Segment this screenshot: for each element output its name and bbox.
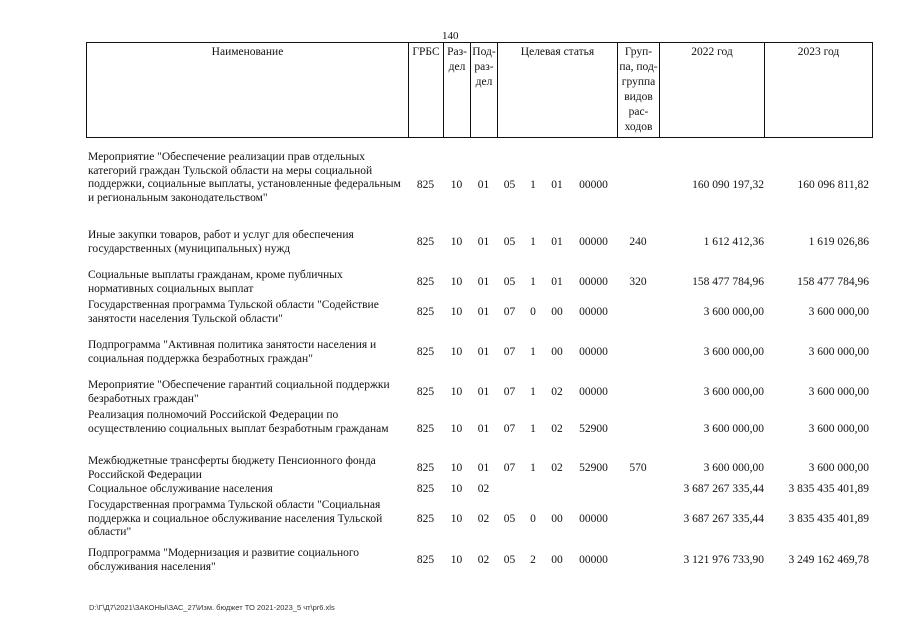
- row-amount-2023: 3 600 000,00: [808, 423, 869, 435]
- row-grbs: 825: [416, 483, 435, 495]
- table-row: [86, 299, 872, 327]
- row-expense-type: 240: [629, 236, 647, 248]
- row-target-subprogram: 1: [530, 179, 536, 191]
- row-target-program: 05: [503, 554, 516, 566]
- row-grbs: 825: [416, 462, 435, 474]
- row-grbs: 825: [416, 346, 435, 358]
- row-podrazdel: 01: [477, 386, 490, 398]
- row-razdel: 10: [450, 462, 463, 474]
- row-target-event: 00: [551, 513, 563, 525]
- header-group: Груп- па, под- группа видов рас- ходов: [618, 43, 660, 138]
- table-row: [86, 455, 872, 483]
- row-amount-2023: 3 600 000,00: [808, 462, 869, 474]
- row-expense-type: 570: [629, 462, 647, 474]
- header-grbs: ГРБС: [409, 43, 444, 138]
- row-grbs: 825: [416, 236, 435, 248]
- row-target-subprogram: 1: [530, 276, 536, 288]
- row-target-program: 07: [503, 386, 516, 398]
- row-amount-2023: 3 249 162 469,78: [788, 554, 869, 566]
- row-target-direction: 52900: [579, 462, 608, 474]
- row-podrazdel: 02: [477, 483, 490, 495]
- row-name: Социальные выплаты гражданам, кроме публичных нормативных социальных выплат: [88, 269, 343, 295]
- row-target-program: 07: [503, 306, 516, 318]
- row-target-direction: 00000: [579, 513, 608, 525]
- row-target-subprogram: 0: [530, 513, 536, 525]
- row-target-subprogram: 0: [530, 306, 536, 318]
- row-target-direction: 52900: [579, 423, 608, 435]
- row-podrazdel: 02: [477, 513, 490, 525]
- row-expense-type: 320: [629, 276, 647, 288]
- row-grbs: 825: [416, 276, 435, 288]
- row-amount-2023: 3 600 000,00: [808, 346, 869, 358]
- row-target-event: 00: [551, 554, 563, 566]
- header-2023: 2023 год: [765, 43, 873, 138]
- row-name: Межбюджетные трансферты бюджету Пенсионного фонда Российской Федерации: [88, 455, 376, 481]
- row-target-event: 01: [551, 179, 563, 191]
- row-target-program: 07: [503, 346, 516, 358]
- row-target-subprogram: 1: [530, 462, 536, 474]
- row-amount-2022: 1 612 412,36: [703, 236, 764, 248]
- row-target-event: 00: [551, 346, 563, 358]
- file-path-footer: D:\Г\Д7\2021\ЗАКОНЫ\ЗАС_27\Изм. бюджет ТО 2021-2023_5 чт\pr6.xls: [89, 603, 335, 612]
- table-row: [86, 409, 872, 451]
- row-razdel: 10: [450, 236, 463, 248]
- row-target-event: 01: [551, 276, 563, 288]
- table-row: [86, 379, 872, 407]
- row-podrazdel: 01: [477, 346, 490, 358]
- row-amount-2022: 3 687 267 335,44: [683, 483, 764, 495]
- row-target-program: 05: [503, 179, 516, 191]
- row-amount-2023: 160 096 811,82: [797, 179, 869, 191]
- row-podrazdel: 01: [477, 462, 490, 474]
- row-target-direction: 00000: [579, 386, 608, 398]
- table-row: [86, 229, 872, 257]
- table-row: [86, 269, 872, 297]
- row-target-subprogram: 1: [530, 236, 536, 248]
- row-target-event: 01: [551, 236, 563, 248]
- row-podrazdel: 01: [477, 423, 490, 435]
- row-name: Подпрограмма "Модернизация и развитие социального обслуживания населения": [88, 547, 360, 573]
- header-name: Наименование: [87, 43, 409, 138]
- row-razdel: 10: [450, 513, 463, 525]
- header-target: Целевая статья: [498, 43, 618, 138]
- row-target-direction: 00000: [579, 179, 608, 191]
- row-target-program: 05: [503, 276, 516, 288]
- header-podrazdel: Под- раз- дел: [471, 43, 498, 138]
- row-amount-2022: 3 687 267 335,44: [683, 513, 764, 525]
- row-target-subprogram: 2: [530, 554, 536, 566]
- row-target-subprogram: 1: [530, 423, 536, 435]
- row-target-event: 00: [551, 306, 563, 318]
- row-razdel: 10: [450, 386, 463, 398]
- row-razdel: 10: [450, 179, 463, 191]
- row-name: Мероприятие "Обеспечение реализации прав отдельных категорий граждан Тульской области на меры социальной поддержки, социальные выплаты, установленные федеральным и региональным законодательством": [88, 151, 401, 204]
- row-amount-2022: 160 090 197,32: [692, 179, 764, 191]
- row-amount-2023: 3 835 435 401,89: [788, 513, 869, 525]
- row-target-subprogram: 1: [530, 386, 536, 398]
- row-name: Реализация полномочий Российской Федерации по осуществлению социальных выплат безработным гражданам: [88, 409, 389, 435]
- budget-table: [86, 42, 872, 573]
- row-grbs: 825: [416, 423, 435, 435]
- row-grbs: 825: [416, 554, 435, 566]
- row-target-program: 07: [503, 423, 516, 435]
- row-target-program: 05: [503, 236, 516, 248]
- row-name: Социальное обслуживание населения: [88, 483, 273, 495]
- row-grbs: 825: [416, 386, 435, 398]
- row-amount-2022: 3 600 000,00: [703, 306, 764, 318]
- table-row: [86, 483, 872, 497]
- row-razdel: 10: [450, 306, 463, 318]
- row-amount-2022: 3 600 000,00: [703, 386, 764, 398]
- row-target-direction: 00000: [579, 306, 608, 318]
- row-target-direction: 00000: [579, 554, 608, 566]
- row-target-program: 07: [503, 462, 516, 474]
- row-target-direction: 00000: [579, 276, 608, 288]
- row-amount-2022: 158 477 784,96: [692, 276, 764, 288]
- row-grbs: 825: [416, 306, 435, 318]
- table-row: [86, 499, 872, 541]
- row-podrazdel: 02: [477, 554, 490, 566]
- row-target-direction: 00000: [579, 236, 608, 248]
- row-target-event: 02: [551, 423, 563, 435]
- header-razdel: Раз- дел: [444, 43, 471, 138]
- row-name: Иные закупки товаров, работ и услуг для обеспечения государственных (муниципальных) нужд: [88, 229, 354, 255]
- row-razdel: 10: [450, 483, 463, 495]
- row-name: Государственная программа Тульской области "Содействие занятости населения Тульской области": [88, 299, 379, 325]
- row-podrazdel: 01: [477, 236, 490, 248]
- row-razdel: 10: [450, 554, 463, 566]
- row-name: Государственная программа Тульской области "Социальная поддержка и социальное обслуживание населения Тульской области": [88, 499, 383, 538]
- table-row: [86, 547, 872, 575]
- row-name: Мероприятие "Обеспечение гарантий социальной поддержки безработных граждан": [88, 379, 390, 405]
- row-target-event: 02: [551, 386, 563, 398]
- row-amount-2022: 3 600 000,00: [703, 346, 764, 358]
- row-grbs: 825: [416, 513, 435, 525]
- row-target-program: 05: [503, 513, 516, 525]
- table-row: [86, 339, 872, 367]
- row-amount-2023: 3 835 435 401,89: [788, 483, 869, 495]
- row-razdel: 10: [450, 276, 463, 288]
- row-target-subprogram: 1: [530, 346, 536, 358]
- row-podrazdel: 01: [477, 276, 490, 288]
- row-target-event: 02: [551, 462, 563, 474]
- table-header: [86, 42, 873, 138]
- row-amount-2022: 3 121 976 733,90: [683, 554, 764, 566]
- row-razdel: 10: [450, 423, 463, 435]
- row-amount-2023: 3 600 000,00: [808, 386, 869, 398]
- row-amount-2022: 3 600 000,00: [703, 462, 764, 474]
- row-amount-2023: 158 477 784,96: [797, 276, 869, 288]
- row-razdel: 10: [450, 346, 463, 358]
- row-podrazdel: 01: [477, 306, 490, 318]
- row-target-direction: 00000: [579, 346, 608, 358]
- row-amount-2023: 3 600 000,00: [808, 306, 869, 318]
- header-2022: 2022 год: [660, 43, 765, 138]
- row-amount-2023: 1 619 026,86: [808, 236, 869, 248]
- row-amount-2022: 3 600 000,00: [703, 423, 764, 435]
- row-grbs: 825: [416, 179, 435, 191]
- row-podrazdel: 01: [477, 179, 490, 191]
- row-name: Подпрограмма "Активная политика занятости населения и социальная поддержка безработных граждан": [88, 339, 377, 365]
- page-number: 140: [442, 30, 459, 42]
- table-row: [86, 151, 872, 207]
